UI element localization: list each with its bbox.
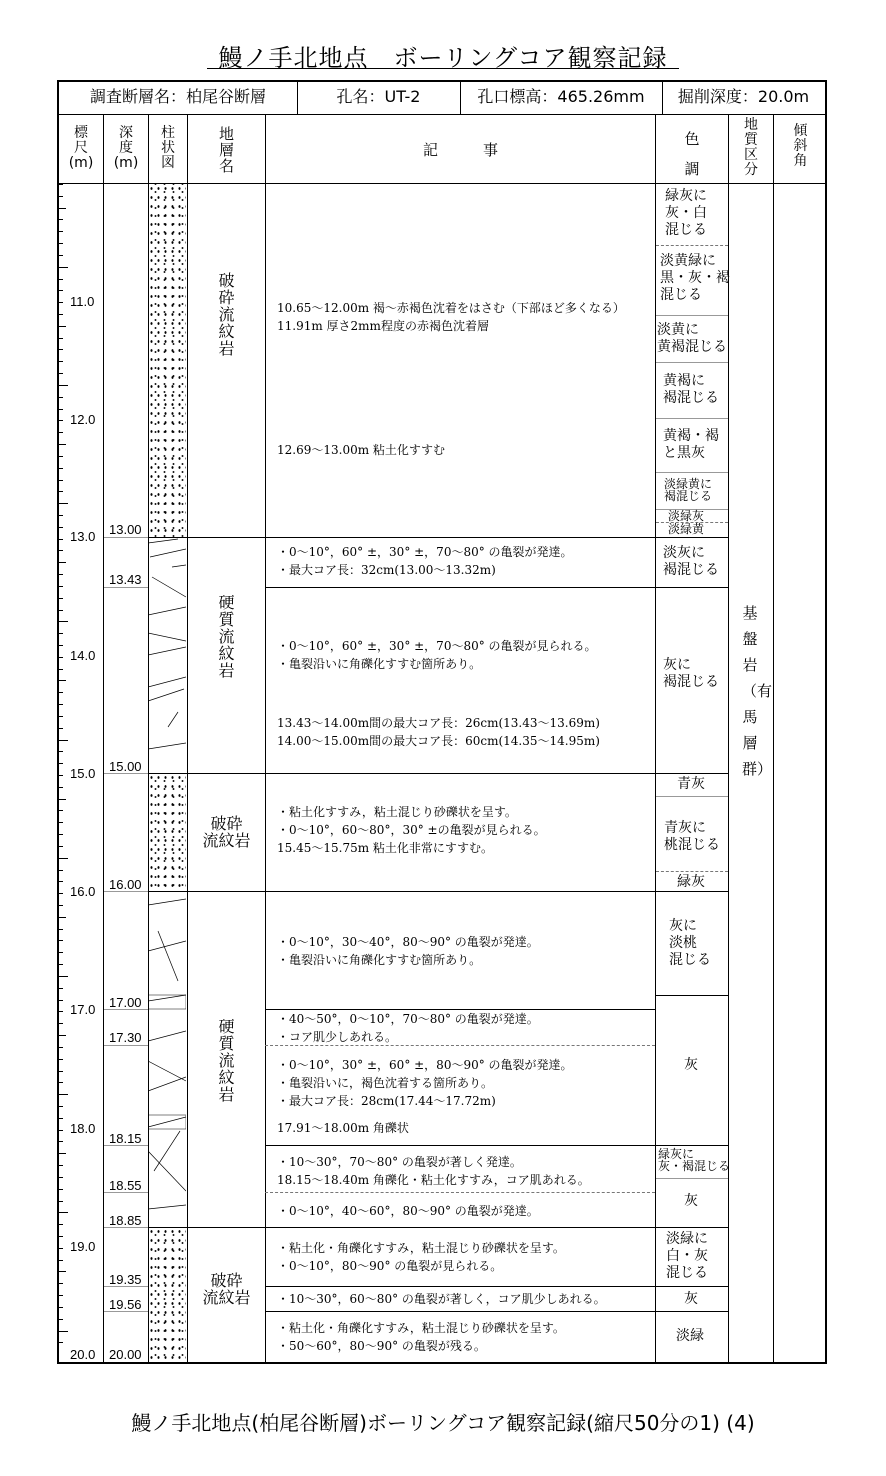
color-divider <box>655 1145 728 1146</box>
color-divider <box>655 773 728 774</box>
header-color: 色 調 <box>684 130 700 178</box>
scale-tick <box>59 409 63 410</box>
note-line: ・0～10°，60～80°，30° ±の亀裂が見られる。 <box>277 823 546 837</box>
color-cell: 淡黄緑に 黒・灰・褐 混じる <box>660 253 730 303</box>
scale-tick <box>59 468 63 469</box>
scale-tick <box>59 444 66 445</box>
note-line: ・亀裂沿いに角礫化すすむ箇所あり。 <box>277 953 482 967</box>
note-line: ・亀裂沿いに，褐色沈着する箇所あり。 <box>277 1076 494 1090</box>
scale-tick <box>59 799 66 800</box>
col-sep-geo <box>773 114 774 1364</box>
scale-label: 12.0 <box>70 412 96 427</box>
depth-label: 16.00 <box>109 877 142 892</box>
color-divider <box>656 1178 728 1179</box>
depth-mark <box>104 1045 148 1046</box>
scale-tick <box>59 1283 63 1284</box>
note-boundary <box>265 1145 655 1146</box>
color-divider <box>656 796 728 797</box>
depth-label: 17.30 <box>109 1030 142 1045</box>
note-boundary <box>265 1286 655 1287</box>
scale-tick <box>59 751 63 752</box>
depth-mark <box>104 537 148 538</box>
color-cell: 緑灰に 灰・褐混じる <box>658 1147 731 1173</box>
depth-mark <box>104 1227 148 1228</box>
depth-mark <box>104 1286 148 1287</box>
scale-tick <box>59 598 63 599</box>
color-cell: 黄褐に 褐混じる <box>663 373 719 406</box>
depth-label: 13.43 <box>109 572 142 587</box>
color-cell: 淡緑灰 <box>668 509 705 523</box>
color-cell: 青灰 <box>677 776 705 792</box>
breccia-rhyolite-pattern <box>148 1227 186 1363</box>
scale-tick <box>59 302 63 303</box>
scale-label: 15.0 <box>70 766 96 781</box>
scale-tick <box>59 1271 66 1272</box>
note-line: ・50～60°，80～90° の亀裂が残る。 <box>277 1339 486 1353</box>
depth-mark <box>104 773 148 774</box>
note-boundary <box>265 587 655 588</box>
breccia-rhyolite-pattern <box>148 773 186 891</box>
color-cell: 灰に 褐混じる <box>663 657 719 690</box>
scale-tick <box>59 1331 68 1332</box>
info-sep <box>297 80 298 114</box>
depth-label: 18.15 <box>109 1131 142 1146</box>
page-title: 鰻ノ手北地点 ボーリングコア観察記録 <box>218 44 668 72</box>
scale-tick <box>59 881 63 882</box>
color-divider <box>656 362 728 363</box>
scale-tick <box>59 1212 68 1213</box>
note-boundary <box>265 1009 655 1010</box>
note-line: ・粘土化すすみ，粘土混じり砂礫状を呈す。 <box>277 805 517 819</box>
hole-name: 孔名：UT-2 <box>336 87 421 106</box>
col-sep-scale <box>103 114 104 1364</box>
layer-boundary <box>148 1227 655 1228</box>
scale-tick <box>59 503 68 504</box>
scale-label: 20.0 <box>70 1347 96 1362</box>
hard-rhyolite-pattern <box>148 891 186 1227</box>
scale-tick <box>59 1307 63 1308</box>
scale-tick <box>59 834 63 835</box>
scale-tick <box>59 1094 68 1095</box>
scale-tick <box>59 1130 63 1131</box>
depth-mark <box>104 1145 148 1146</box>
scale-tick <box>59 952 63 953</box>
depth-label: 18.55 <box>109 1178 142 1193</box>
note-line: 14.00～15.00m間の最大コア長：60cm(14.35～14.95m) <box>277 734 600 748</box>
color-divider <box>655 995 728 996</box>
scale-tick <box>59 290 63 291</box>
scale-tick <box>59 208 66 209</box>
depth-label: 13.00 <box>109 522 142 537</box>
note-line: ・粘土化・角礫化すすみ，粘土混じり砂礫状を呈す。 <box>277 1321 565 1335</box>
scale-tick <box>59 929 63 930</box>
color-divider <box>655 1227 728 1228</box>
color-cell: 淡緑黄 <box>668 522 705 536</box>
depth-mark <box>104 1009 148 1010</box>
layer-name: 破砕 流紋岩 <box>202 1271 251 1307</box>
note-line: ・コア肌少しあれる。 <box>277 1030 398 1044</box>
scale-label: 19.0 <box>70 1239 96 1254</box>
scale-tick <box>59 397 63 398</box>
note-line: ・40～50°，0～10°，70～80° の亀裂が発達。 <box>277 1012 539 1026</box>
scale-tick <box>59 1260 63 1261</box>
survey-fault-name: 調査断層名：柏尾谷断層 <box>89 87 266 106</box>
header-notes: 記 事 <box>422 141 498 159</box>
scale-tick <box>59 491 63 492</box>
figure-caption: 鰻ノ手北地点(柏尾谷断層)ボーリングコア観察記録(縮尺50分の1) (4) <box>131 1411 755 1435</box>
scale-tick <box>59 917 66 918</box>
scale-tick <box>59 1047 63 1048</box>
scale-tick <box>59 704 63 705</box>
depth-label: 19.56 <box>109 1297 142 1312</box>
scale-tick <box>59 219 63 220</box>
scale-tick <box>59 255 63 256</box>
scale-tick <box>59 763 63 764</box>
scale-tick <box>59 1236 63 1237</box>
scale-label: 11.0 <box>70 294 95 309</box>
color-divider <box>656 245 728 246</box>
scale-tick <box>59 338 63 339</box>
scale-tick <box>59 822 63 823</box>
layer-boundary <box>148 537 655 538</box>
color-divider <box>655 1311 728 1312</box>
scale-tick <box>59 1248 63 1249</box>
color-cell: 灰に 淡桃 混じる <box>669 918 711 968</box>
scale-tick <box>59 964 63 965</box>
scale-tick <box>59 1106 63 1107</box>
scale-tick <box>59 515 63 516</box>
geo-division-label: 基 盤 岩 （有 馬 層 群） <box>742 604 773 778</box>
layer-name: 破砕 流紋岩 <box>202 814 251 850</box>
depth-mark <box>104 891 148 892</box>
scale-tick <box>59 480 63 481</box>
header-stratum: 地 層 名 <box>218 125 234 175</box>
scale-tick <box>59 184 63 185</box>
header-scale: 標 尺 (m) <box>68 125 94 171</box>
header-column: 柱 状 図 <box>161 125 175 171</box>
scale-tick <box>59 1295 63 1296</box>
scale-tick <box>59 988 63 989</box>
scale-tick <box>59 893 63 894</box>
note-line: ・最大コア長：32cm(13.00～13.32m) <box>277 563 496 577</box>
color-cell: 灰 <box>684 1193 698 1209</box>
col-sep-notes <box>655 114 656 1364</box>
scale-tick <box>59 1224 63 1225</box>
color-divider <box>656 472 728 473</box>
note-line: ・0～10°，30° ±，60° ±，80～90° の亀裂が発達。 <box>277 1058 573 1072</box>
hard-rhyolite-pattern <box>148 537 186 773</box>
note-line: ・0～10°，60° ±，30° ±，70～80° の亀裂が発達。 <box>277 545 573 559</box>
scale-tick <box>59 349 63 350</box>
color-cell: 淡黄に 黄褐混じる <box>657 322 727 355</box>
scale-tick <box>59 586 63 587</box>
color-cell: 黄褐・褐 と黒灰 <box>663 428 719 461</box>
note-line: ・0～10°，30～40°，80～90° の亀裂が発達。 <box>277 935 539 949</box>
color-cell: 淡灰に 褐混じる <box>663 545 719 578</box>
scale-tick <box>59 1165 63 1166</box>
drill-depth: 掘削深度：20.0m <box>677 87 810 106</box>
scale-tick <box>59 1153 66 1154</box>
color-cell: 淡緑黄に 褐混じる <box>664 477 713 503</box>
scale-tick <box>59 940 63 941</box>
note-line: 10.65～12.00m 褐～赤褐色沈着をはさむ（下部ほど多くなる） <box>277 301 625 315</box>
scale-tick <box>59 196 63 197</box>
note-line: ・亀裂沿いに角礫化すすむ箇所あり。 <box>277 657 482 671</box>
scale-tick <box>59 231 63 232</box>
color-cell: 緑灰 <box>677 874 705 890</box>
hole-elevation: 孔口標高：465.26mm <box>477 87 645 106</box>
info-sep <box>662 80 663 114</box>
scale-tick <box>59 456 63 457</box>
scale-tick <box>59 527 63 528</box>
scale-tick <box>59 1011 63 1012</box>
scale-tick <box>59 1201 63 1202</box>
note-divider-dashed <box>265 1192 655 1193</box>
scale-tick <box>59 740 68 741</box>
note-divider-dashed <box>265 1045 655 1046</box>
scale-tick <box>59 1082 63 1083</box>
scale-tick <box>59 243 63 244</box>
scale-tick <box>59 905 63 906</box>
scale-tick <box>59 1177 63 1178</box>
scale-tick <box>59 1342 63 1343</box>
col-sep-stratum <box>265 114 266 1364</box>
scale-tick <box>59 550 63 551</box>
breccia-rhyolite-pattern <box>148 184 186 537</box>
color-cell: 青灰に 桃混じる <box>664 820 720 853</box>
scale-tick <box>59 858 68 859</box>
scale-tick <box>59 279 63 280</box>
header-geo-division: 地 質 区 分 <box>744 117 758 178</box>
scale-tick <box>59 1071 63 1072</box>
layer-name: 硬 質 流 紋 岩 <box>218 593 235 680</box>
note-line: ・10～30°，70～80° の亀裂が著しく発達。 <box>277 1155 522 1169</box>
info-sep <box>460 80 461 114</box>
color-cell: 灰 <box>684 1291 698 1307</box>
scale-tick <box>59 846 63 847</box>
scale-tick <box>59 633 63 634</box>
scale-tick <box>59 432 63 433</box>
color-divider <box>656 418 728 419</box>
scale-tick <box>59 692 63 693</box>
depth-mark <box>104 1311 148 1312</box>
scale-tick <box>59 775 63 776</box>
header-depth: 深 度 (m) <box>113 125 139 171</box>
scale-tick <box>59 976 68 977</box>
scale-tick <box>59 1141 63 1142</box>
color-divider <box>655 1286 728 1287</box>
scale-label: 14.0 <box>70 648 96 663</box>
color-cell: 緑灰に 灰・白 混じる <box>665 188 707 238</box>
scale-tick <box>59 657 63 658</box>
scale-label: 17.0 <box>70 1002 96 1017</box>
note-line: ・最大コア長：28cm(17.44～17.72m) <box>277 1094 496 1108</box>
scale-tick <box>59 810 63 811</box>
scale-tick <box>59 574 63 575</box>
depth-mark <box>104 587 148 588</box>
scale-tick <box>59 562 66 563</box>
note-line: 17.91～18.00m 角礫状 <box>277 1121 409 1135</box>
color-divider <box>656 871 728 872</box>
scale-tick <box>59 326 66 327</box>
scale-tick <box>59 1319 63 1320</box>
scale-tick <box>59 787 63 788</box>
header-dip: 傾 斜 角 <box>793 123 808 169</box>
scale-tick <box>59 385 68 386</box>
scale-tick <box>59 539 63 540</box>
scale-label: 18.0 <box>70 1121 96 1136</box>
color-cell: 淡緑に 白・灰 混じる <box>666 1231 708 1281</box>
color-cell: 淡緑 <box>676 1328 704 1344</box>
layer-boundary <box>148 891 655 892</box>
color-divider <box>655 587 728 588</box>
scale-tick <box>59 669 63 670</box>
note-boundary <box>265 1311 655 1312</box>
scale-tick <box>59 680 66 681</box>
note-line: ・粘土化・角礫化すすみ，粘土混じり砂礫状を呈す。 <box>277 1241 565 1255</box>
note-line: 12.69～13.00m 粘土化すすむ <box>277 443 446 457</box>
layer-name: 破 砕 流 紋 岩 <box>218 271 235 358</box>
depth-label: 15.00 <box>109 759 142 774</box>
depth-label: 18.85 <box>109 1213 142 1228</box>
note-line: ・0～10°，40～60°，80～90° の亀裂が発達。 <box>277 1204 539 1218</box>
scale-tick <box>59 267 68 268</box>
scale-tick <box>59 373 63 374</box>
scale-tick <box>59 1023 63 1024</box>
color-divider <box>656 315 728 316</box>
scale-tick <box>59 645 63 646</box>
scale-tick <box>59 361 63 362</box>
scale-tick <box>59 1118 63 1119</box>
scale-tick <box>59 728 63 729</box>
scale-tick <box>59 621 68 622</box>
scale-tick <box>59 1189 63 1190</box>
scale-tick <box>59 420 63 421</box>
scale-tick <box>59 1000 63 1001</box>
depth-label: 20.00 <box>109 1347 142 1362</box>
color-cell: 灰 <box>684 1057 698 1073</box>
scale-tick <box>59 716 63 717</box>
depth-label: 17.00 <box>109 995 142 1010</box>
scale-tick <box>59 1059 63 1060</box>
note-line: ・10～30°，60～80° の亀裂が著しく，コア肌少しあれる。 <box>277 1292 606 1306</box>
scale-label: 16.0 <box>70 884 96 899</box>
note-line: ・0～10°，80～90° の亀裂が見られる。 <box>277 1259 503 1273</box>
scale-tick <box>59 870 63 871</box>
scale-tick <box>59 610 63 611</box>
depth-label: 19.35 <box>109 1272 142 1287</box>
note-line: 15.45～15.75m 粘土化非常にすすむ。 <box>277 841 494 855</box>
layer-name: 硬 質 流 紋 岩 <box>218 1017 235 1104</box>
title-underline <box>207 68 679 69</box>
layer-boundary <box>148 773 655 774</box>
color-divider <box>655 891 728 892</box>
note-line: 11.91m 厚さ2mm程度の赤褐色沈着層 <box>277 319 489 333</box>
note-line: 13.43～14.00m間の最大コア長：26cm(13.43～13.69m) <box>277 716 600 730</box>
scale-tick <box>59 314 63 315</box>
scale-label: 13.0 <box>70 529 96 544</box>
depth-mark <box>104 1192 148 1193</box>
color-divider <box>655 537 728 538</box>
scale-tick <box>59 1035 66 1036</box>
note-line: ・0～10°，60° ±，30° ±，70～80° の亀裂が見られる。 <box>277 639 597 653</box>
info-row-divider <box>57 114 827 115</box>
note-line: 18.15～18.40m 角礫化・粘土化すすみ，コア肌あれる。 <box>277 1173 590 1187</box>
